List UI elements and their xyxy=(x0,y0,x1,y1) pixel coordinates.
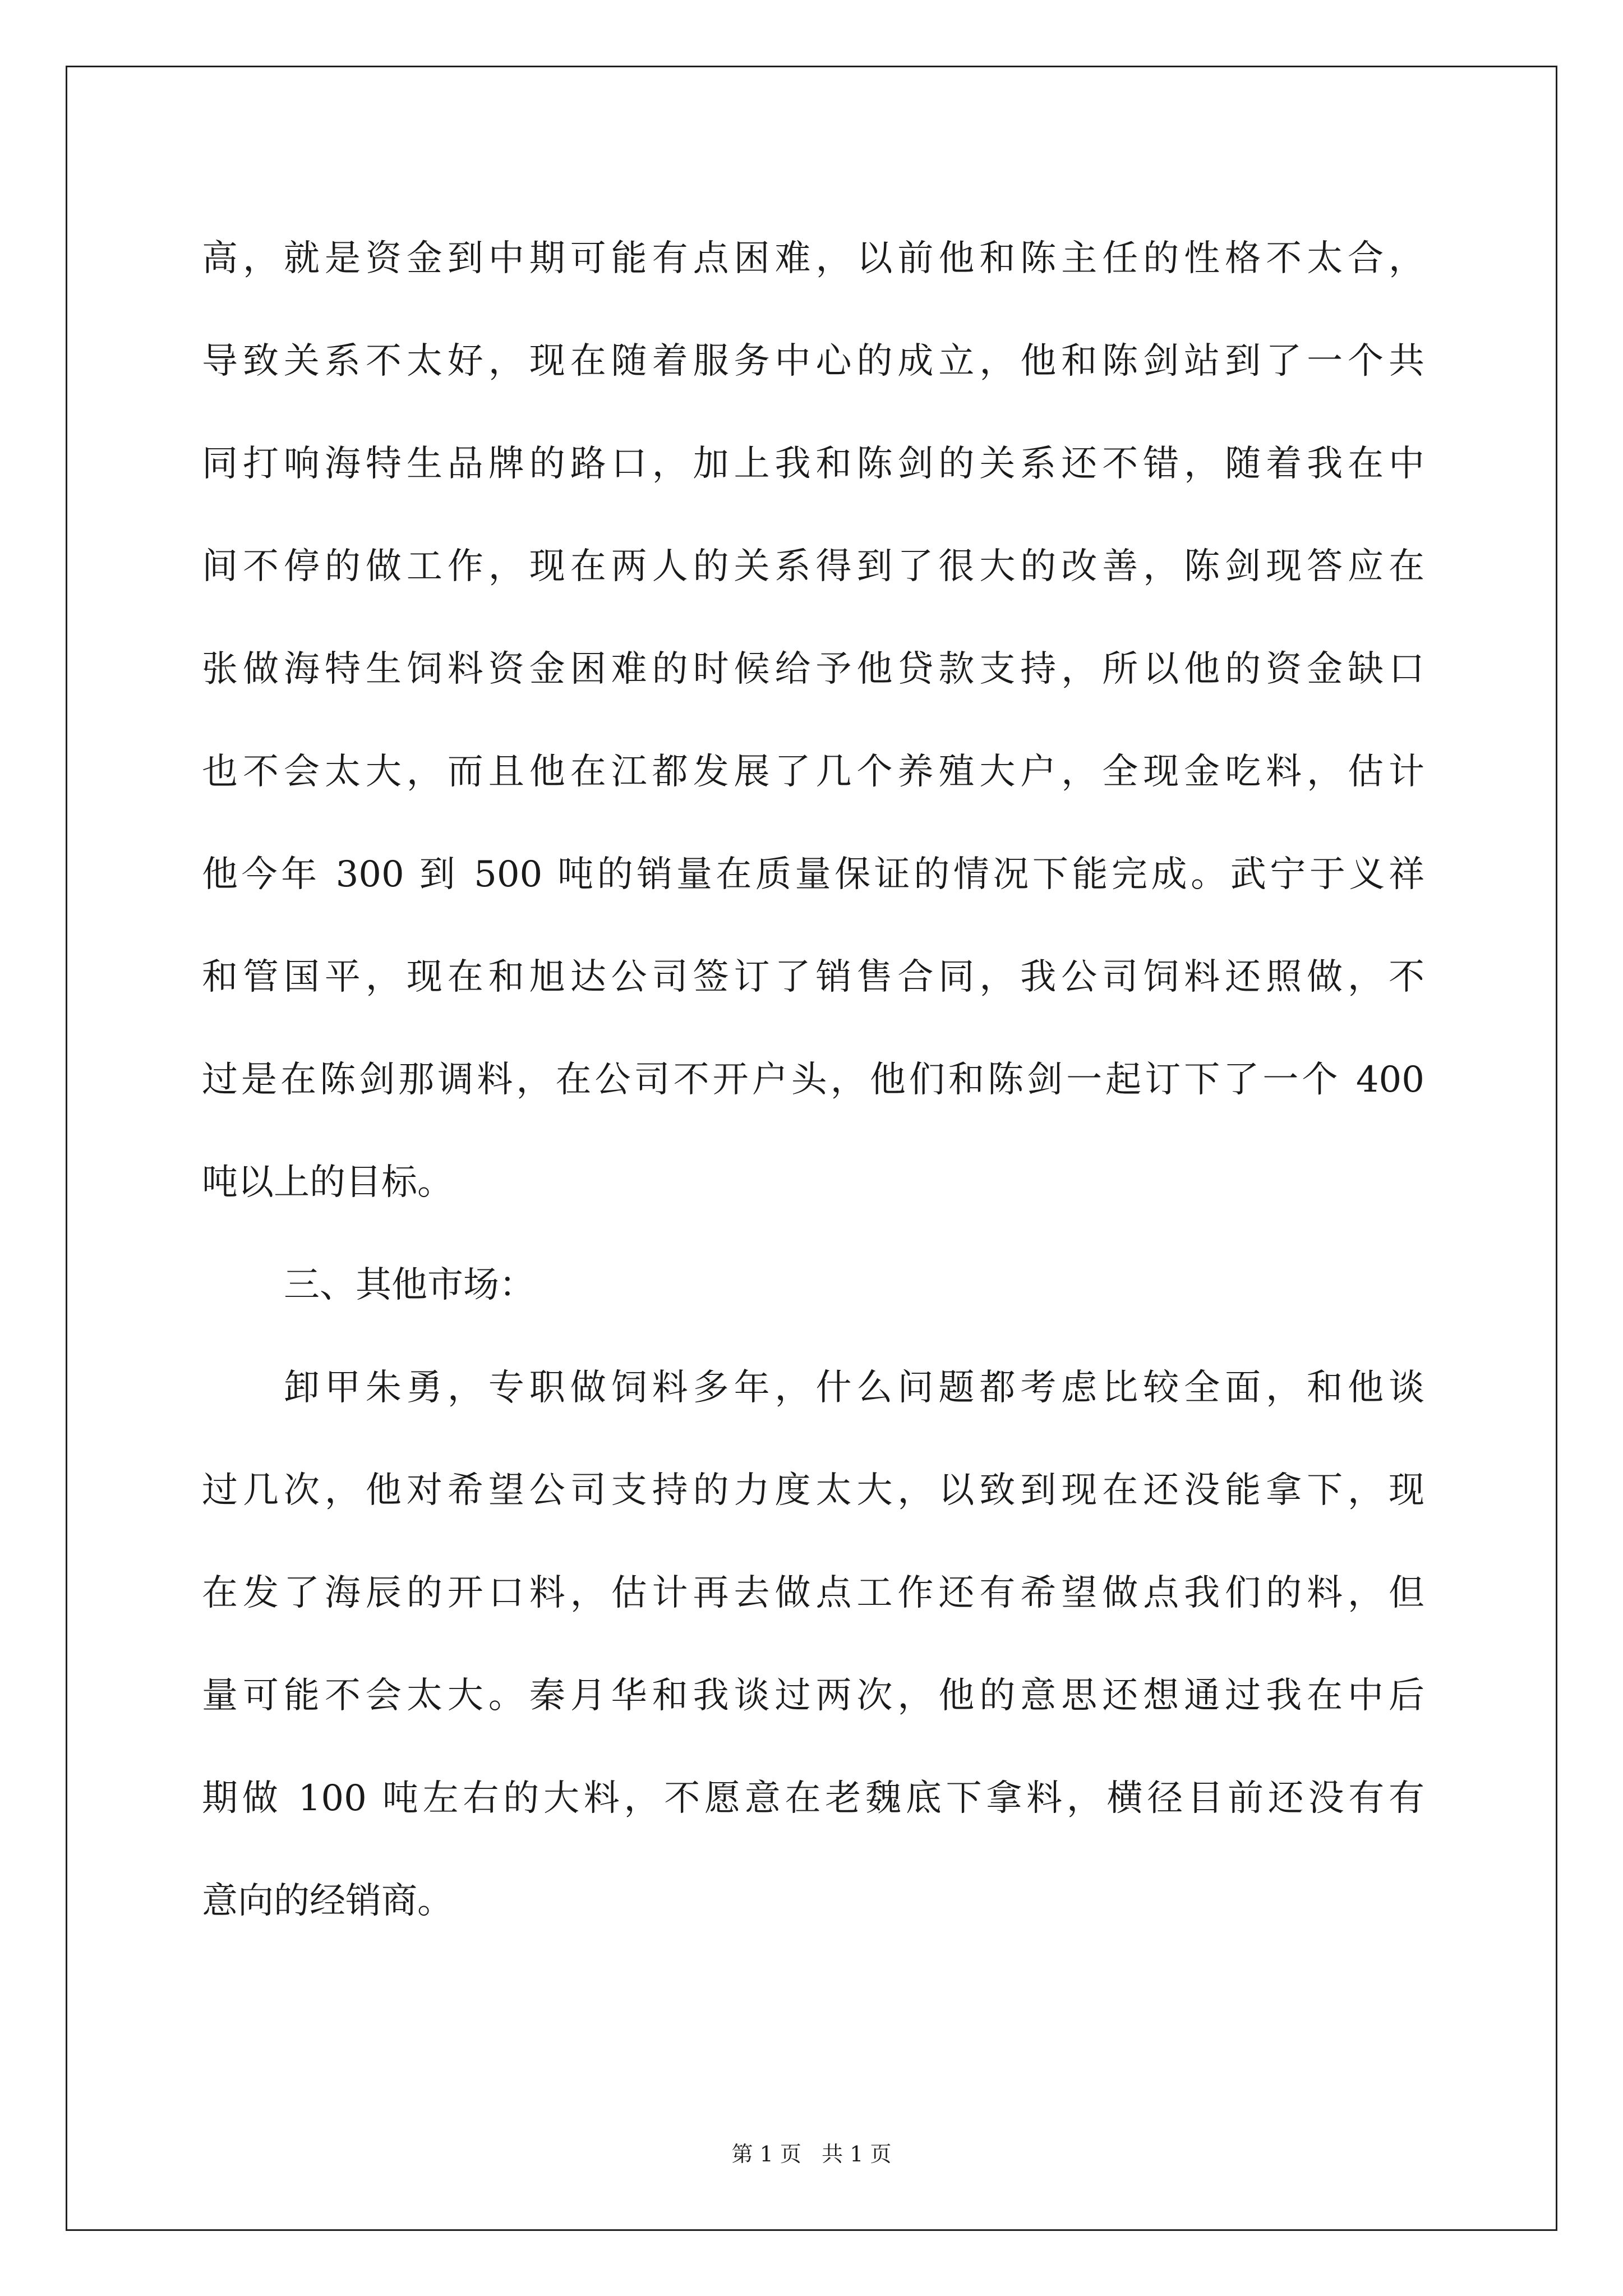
text-line: 期做 100 吨左右的大料，不愿意在老魏底下拿料，横径目前还没有有 xyxy=(202,1778,1424,1819)
document-body xyxy=(202,208,1424,1953)
text-line: 同打响海特生品牌的路口，加上我和陈剑的关系还不错，随着我在中 xyxy=(202,443,1424,485)
page-footer xyxy=(0,2140,1623,2168)
text-line: 和管国平，现在和旭达公司签订了销售合同，我公司饲料还照做，不 xyxy=(202,956,1424,998)
text-line: 过是在陈剑那调料，在公司不开户头，他们和陈剑一起订下了一个 400 xyxy=(202,1059,1424,1101)
text-line: 吨以上的目标。 xyxy=(202,1162,453,1203)
text-line: 卸甲朱勇，专职做饲料多年，什么问题都考虑比较全面，和他谈 xyxy=(284,1367,1424,1409)
text-line: 高，就是资金到中期可能有点困难，以前他和陈主任的性格不太合， xyxy=(202,238,1424,279)
text-line: 导致关系不太好，现在随着服务中心的成立，他和陈剑站到了一个共 xyxy=(202,341,1424,382)
section-heading: 三、其他市场： xyxy=(284,1264,535,1306)
text-line: 量可能不会太大。秦月华和我谈过两次，他的意思还想通过我在中后 xyxy=(202,1675,1424,1717)
footer-spacer xyxy=(801,2142,822,2166)
text-line: 间不停的做工作，现在两人的关系得到了很大的改善，陈剑现答应在 xyxy=(202,546,1424,587)
text-line: 过几次，他对希望公司支持的力度太大，以致到现在还没能拿下，现 xyxy=(202,1470,1424,1511)
text-line: 他今年 300 到 500 吨的销量在质量保证的情况下能完成。武宁于义祥 xyxy=(202,854,1424,895)
text-line: 也不会太大，而且他在江都发展了几个养殖大户，全现金吃料，估计 xyxy=(202,751,1424,793)
text-line: 张做海特生饲料资金困难的时候给予他贷款支持，所以他的资金缺口 xyxy=(202,648,1424,690)
text-line: 意向的经销商。 xyxy=(202,1880,453,1922)
page-total: 共 1 页 xyxy=(822,2142,892,2166)
text-line: 在发了海辰的开口料，估计再去做点工作还有希望做点我们的料，但 xyxy=(202,1572,1424,1614)
page-number: 第 1 页 xyxy=(731,2142,801,2166)
